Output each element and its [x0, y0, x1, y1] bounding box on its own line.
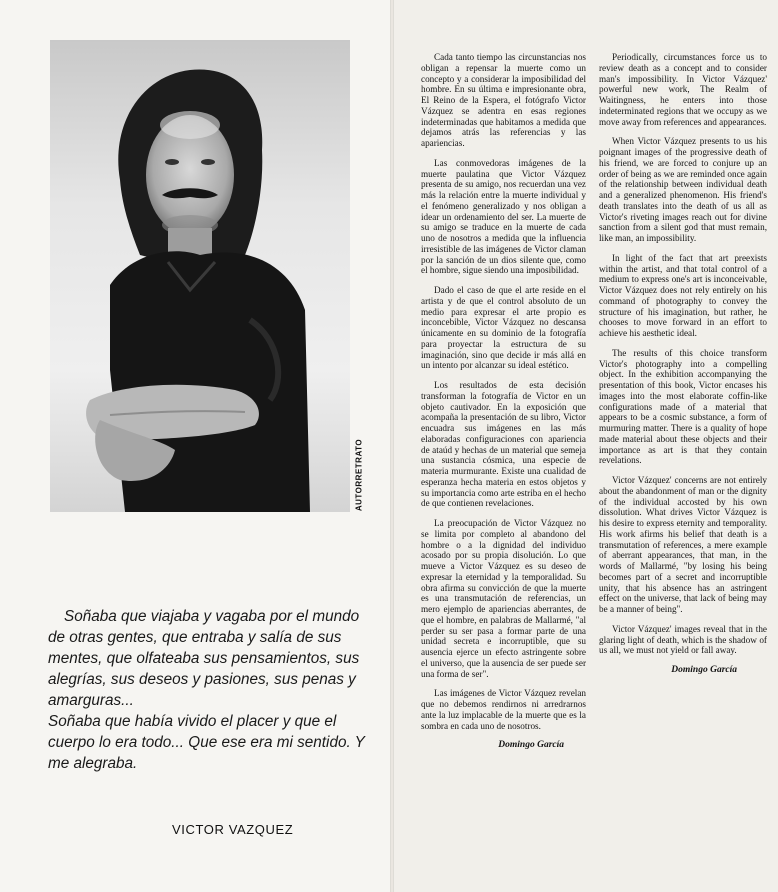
caption-text: AUTORRETRATO: [354, 438, 364, 512]
signature: Domingo García: [671, 665, 737, 675]
author-name: VICTOR VAZQUEZ: [172, 822, 294, 837]
poem: [48, 606, 368, 774]
paragraph: Victor Vázquez' concerns are not entirely about the abandonment of man or the dignity of the individual accosted by his own dissolution. What drives Victor Vázquez is his desire to express eternity and temporality. His work afirms his belief that death is a transmutation of references, a mere example of aberrant appearances, that man, in the words of Mallarmé, "by losing his being becomes part of a secret and incorruptible unity, that his absence has an astringent effect on the universe, that lack of being may be a manner of being".: [599, 475, 767, 614]
paragraph: Las conmovedoras imágenes de la muerte paulatina que Victor Vázquez presenta de su amigo, nos recuerdan una vez más la relación entre la muerte individual y el fenómeno generalizado y nos obligan a idear un ordenamiento del ser. La muerte de su amigo se traduce en la muerte de cada uno de nosotros a medida que la influencia irresistible de las imágenes de Victor claman por la sanción de un dios silente que, como el hombre, sigue siendo una imposibilidad.: [421, 157, 586, 276]
paragraph: Dado el caso de que el arte reside en el artista y de que el control absoluto de un medio para expresar el arte propio es inconcebible, Victor Vázquez no descansa únicamente en su dominio de la fotografía para proyectar la estructura de su imaginación, sino que decide ir más allá en un intento por alcanzar su ideal estético.: [421, 285, 586, 371]
poem-stanza-2: Soñaba que había vivido el placer y que el cuerpo lo era todo... Que ese era mi sentido. Y me alegraba.: [48, 713, 365, 772]
english-text-column: [599, 52, 767, 676]
page-fold: [390, 0, 394, 892]
paragraph: Los resultados de esta decisión transforman la fotografía de Victor en un objeto cautivador. En la exposición que acompaña la presentación de su libro, Victor encuadra sus imágenes en las más elaboradas configuraciones con apariencia de ataúd y hechas de un material que semeja una sustancia cósmica, una especie de materia murmurante. Existe una cualidad de esperanza hecha materia en estos objetos y su importancia como arte estriba en el hecho de que contienen revelaciones.: [421, 380, 586, 509]
paragraph: Las imágenes de Victor Vázquez revelan que no debemos rendirnos ni arredrarnos ante la luz implacable de la muerte que es la sombra en cada uno de nosotros.: [421, 688, 586, 731]
portrait-photo: [50, 40, 350, 512]
paragraph: In light of the fact that art preexists within the artist, and that total control of a medium to express one's art is inconceivable, Victor Vázquez does not rely entirely on his command of photography to convey the structure of his imagination, but rather, he chooses to move forward in an effort to achieve his aesthetic ideal.: [599, 252, 767, 338]
poem-stanza-1: Soñaba que viajaba y vagaba por el mundo de otras gentes, que entraba y salía de sus mentes, que olfateaba sus pensamientos, sus alegrías, sus deseos y pasiones, sus penas y amarguras...: [48, 608, 360, 709]
paragraph: La preocupación de Victor Vázquez no se limita por completo al abandono del hombre o a la dignidad del individuo acosado por su propia disolución. Lo que mueve a Victor Vázquez es su deseo de expresar la eternidad y la temporalidad. Su obra afirma su convicción de que la muerte es una transmutación de referencias, un mero ejemplo de apariencias aberrantes, de que el hombre, en palabras de Mallarmé, "al perder su ser pasa a formar parte de una unidad secreta e incorruptible, que su ausencia ejerce un efecto astringente sobre el universo, que la ausencia de ser puede ser una forma de ser".: [421, 518, 586, 679]
paragraph: When Victor Vázquez presents to us his poignant images of the progressive death of his friend, we are forced to conjure up an order of being as we are reminded once again of the relationship between individual death and a generalized phenomenon. His friend's death translates into the death of us all as Victor's riveting images reach out for divine sanction from a silent god that must remain, like man, an impossibility.: [599, 136, 767, 243]
spanish-text-column: [421, 52, 586, 751]
paragraph: The results of this choice transform Victor's photography into a compelling object. In the exhibition accompanying the presentation of this book, Victor encases his images into the most elaborate coffin-like configurations made of a material that appears to be a cosmic substance, a form of murmuring matter. There is a quality of hope made material about these objects and their importance as art is that they contain revelations.: [599, 347, 767, 466]
signature: Domingo García: [498, 740, 564, 751]
paragraph: Periodically, circumstances force us to review death as a concept and to consider man's impossibility. In Victor Vázquez' powerful new work, The Realm of Waitingness, he enters into those indeterminated regions that we occupy as we move away from references and appearances.: [599, 52, 767, 127]
photo-caption: [352, 440, 366, 510]
paragraph: Cada tanto tiempo las circunstancias nos obligan a repensar la muerte como un concepto y a considerar la imposibilidad del hombre. En su última e impresionante obra, El Reino de la Espera, el fotógrafo Victor Vázquez se adentra en esas regiones indeterminadas que habitamos a medida que dejamos atrás las referencias y las apariencias.: [421, 52, 586, 148]
paragraph: Victor Vázquez' images reveal that in the glaring light of death, which is the shadow of us all, we must not yield or fall away.: [599, 623, 767, 656]
